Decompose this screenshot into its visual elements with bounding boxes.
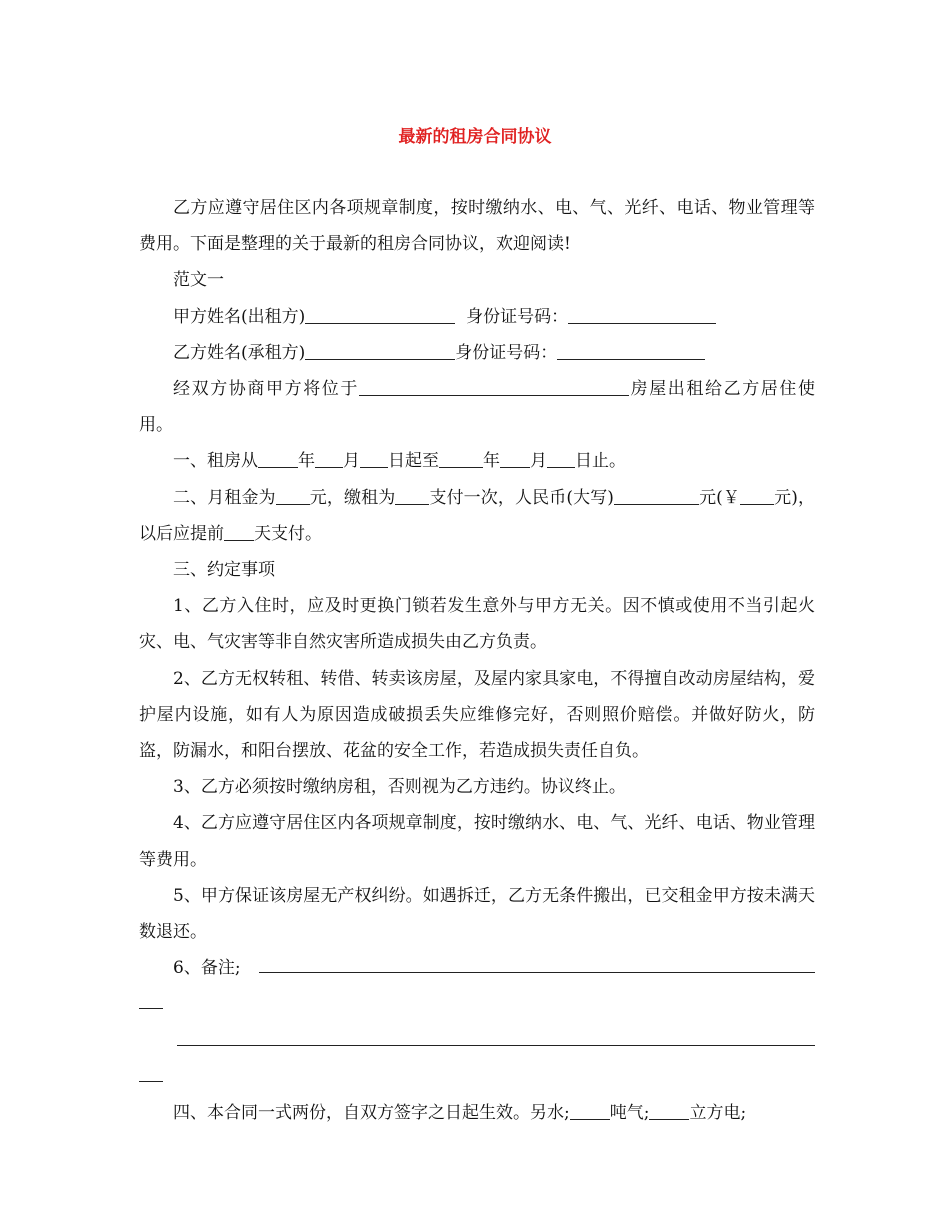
rent-figure-blank[interactable] bbox=[740, 486, 774, 505]
document-title: 最新的租房合同协议 bbox=[398, 127, 552, 147]
party-b-name-blank[interactable] bbox=[305, 341, 455, 360]
intro-paragraph: 乙方应遵守居住区内各项规章制度，按时缴纳水、电、气、光纤、电话、物业管理等费用。下面是整理的关于最新的租房合同协议，欢迎阅读! bbox=[139, 198, 815, 255]
rent-yuan-label: 元(￥ bbox=[698, 487, 741, 508]
location-suffix: 房屋出租给乙方居住使用。 bbox=[139, 379, 815, 436]
clause-2: 2、乙方无权转租、转借、转卖该房屋，及屋内家具家电，不得擅自改动房屋结构，爱护屋内设施，如有人为原因造成破损丢失应维修完好，否则照价赔偿。并做好防火，防盗，防漏水，和阳台摆放、花盆的安全工作，若造成损失责任自负。 bbox=[139, 668, 815, 762]
final-text: 四、本合同一式两份，自双方签字之日起生效。另水; bbox=[173, 1103, 570, 1124]
terms-heading: 三、约定事项 bbox=[173, 560, 275, 581]
remarks-blank-2[interactable] bbox=[177, 1045, 815, 1046]
term-to-label: 日起至 bbox=[388, 451, 439, 472]
party-b-line bbox=[139, 335, 815, 371]
party-a-name-label: 甲方姓名(出租方) bbox=[173, 306, 306, 327]
clause-5: 5、甲方保证该房屋无产权纠纷。如遇拆迁，乙方无条件搬出，已交租金甲方按未满天数退还。 bbox=[139, 885, 815, 943]
party-a-id-blank[interactable] bbox=[568, 305, 716, 324]
rent-days-blank[interactable] bbox=[224, 522, 254, 541]
clause-4: 4、乙方应遵守居住区内各项规章制度，按时缴纳水、电、气、光纤、电话、物业管理等费用。 bbox=[139, 813, 815, 870]
term-start-year-blank[interactable] bbox=[258, 449, 298, 468]
term-month-label: 月 bbox=[343, 451, 360, 472]
term-end-month-label: 月 bbox=[530, 451, 547, 472]
electric-label: 立方电; bbox=[689, 1103, 747, 1124]
remarks-line bbox=[139, 950, 815, 986]
final-line bbox=[139, 1095, 815, 1131]
water-blank[interactable] bbox=[570, 1101, 610, 1120]
term-end-day-blank[interactable] bbox=[547, 449, 575, 468]
clause-3: 3、乙方必须按时缴纳房租，否则视为乙方违约。协议终止。 bbox=[173, 777, 626, 798]
remarks-label: 6、备注; bbox=[173, 958, 241, 979]
party-a-name-blank[interactable] bbox=[305, 305, 455, 324]
rent-period-blank[interactable] bbox=[395, 486, 429, 505]
remarks-stub-line-2 bbox=[139, 1081, 163, 1082]
term-start-day-blank[interactable] bbox=[360, 449, 388, 468]
rent-payment-label: 元，缴租为 bbox=[309, 487, 396, 508]
location-line bbox=[139, 371, 815, 443]
location-prefix: 经双方协商甲方将位于 bbox=[173, 379, 359, 400]
remarks-stub-2 bbox=[139, 1059, 815, 1095]
gas-label: 吨气; bbox=[609, 1103, 650, 1124]
party-b-id-blank[interactable] bbox=[557, 341, 705, 360]
term-start-month-blank[interactable] bbox=[315, 449, 343, 468]
remarks-stub-line-1 bbox=[139, 1008, 163, 1009]
party-b-id-label: 身份证号码： bbox=[455, 342, 558, 363]
rent-line bbox=[139, 480, 815, 552]
remarks-line-2 bbox=[139, 1023, 815, 1059]
term-from-label: 一、租房从 bbox=[173, 451, 258, 472]
term-end-year-label: 年 bbox=[483, 451, 500, 472]
rent-monthly-label: 二、月租金为 bbox=[173, 487, 276, 508]
party-b-name-label: 乙方姓名(承租方) bbox=[173, 342, 306, 363]
rent-amount-blank[interactable] bbox=[276, 486, 310, 505]
term-end-year-blank[interactable] bbox=[439, 449, 483, 468]
remarks-stub-1 bbox=[139, 986, 815, 1022]
party-a-id-label: 身份证号码： bbox=[466, 306, 569, 327]
gas-blank[interactable] bbox=[649, 1101, 689, 1120]
remarks-blank-1[interactable] bbox=[259, 972, 815, 973]
clause-1: 1、乙方入住时，应及时更换门锁若发生意外与甲方无关。因不慎或使用不当引起火灾、电、气灾害等非自然灾害所造成损失由乙方负责。 bbox=[139, 596, 815, 653]
term-end-label: 日止。 bbox=[575, 451, 626, 472]
location-blank[interactable] bbox=[359, 377, 629, 396]
document-body bbox=[139, 190, 815, 1131]
party-a-line bbox=[139, 299, 815, 335]
term-year-label: 年 bbox=[298, 451, 315, 472]
term-end-month-blank[interactable] bbox=[500, 449, 530, 468]
sample-label: 范文一 bbox=[173, 270, 224, 291]
rent-advance-label: 元)，以后应提前 bbox=[139, 487, 815, 544]
rent-days-label: 天支付。 bbox=[254, 523, 322, 544]
rent-uppercase-blank[interactable] bbox=[614, 486, 699, 505]
rent-rmb-label: 支付一次，人民币(大写) bbox=[429, 487, 614, 508]
term-line bbox=[139, 443, 815, 479]
